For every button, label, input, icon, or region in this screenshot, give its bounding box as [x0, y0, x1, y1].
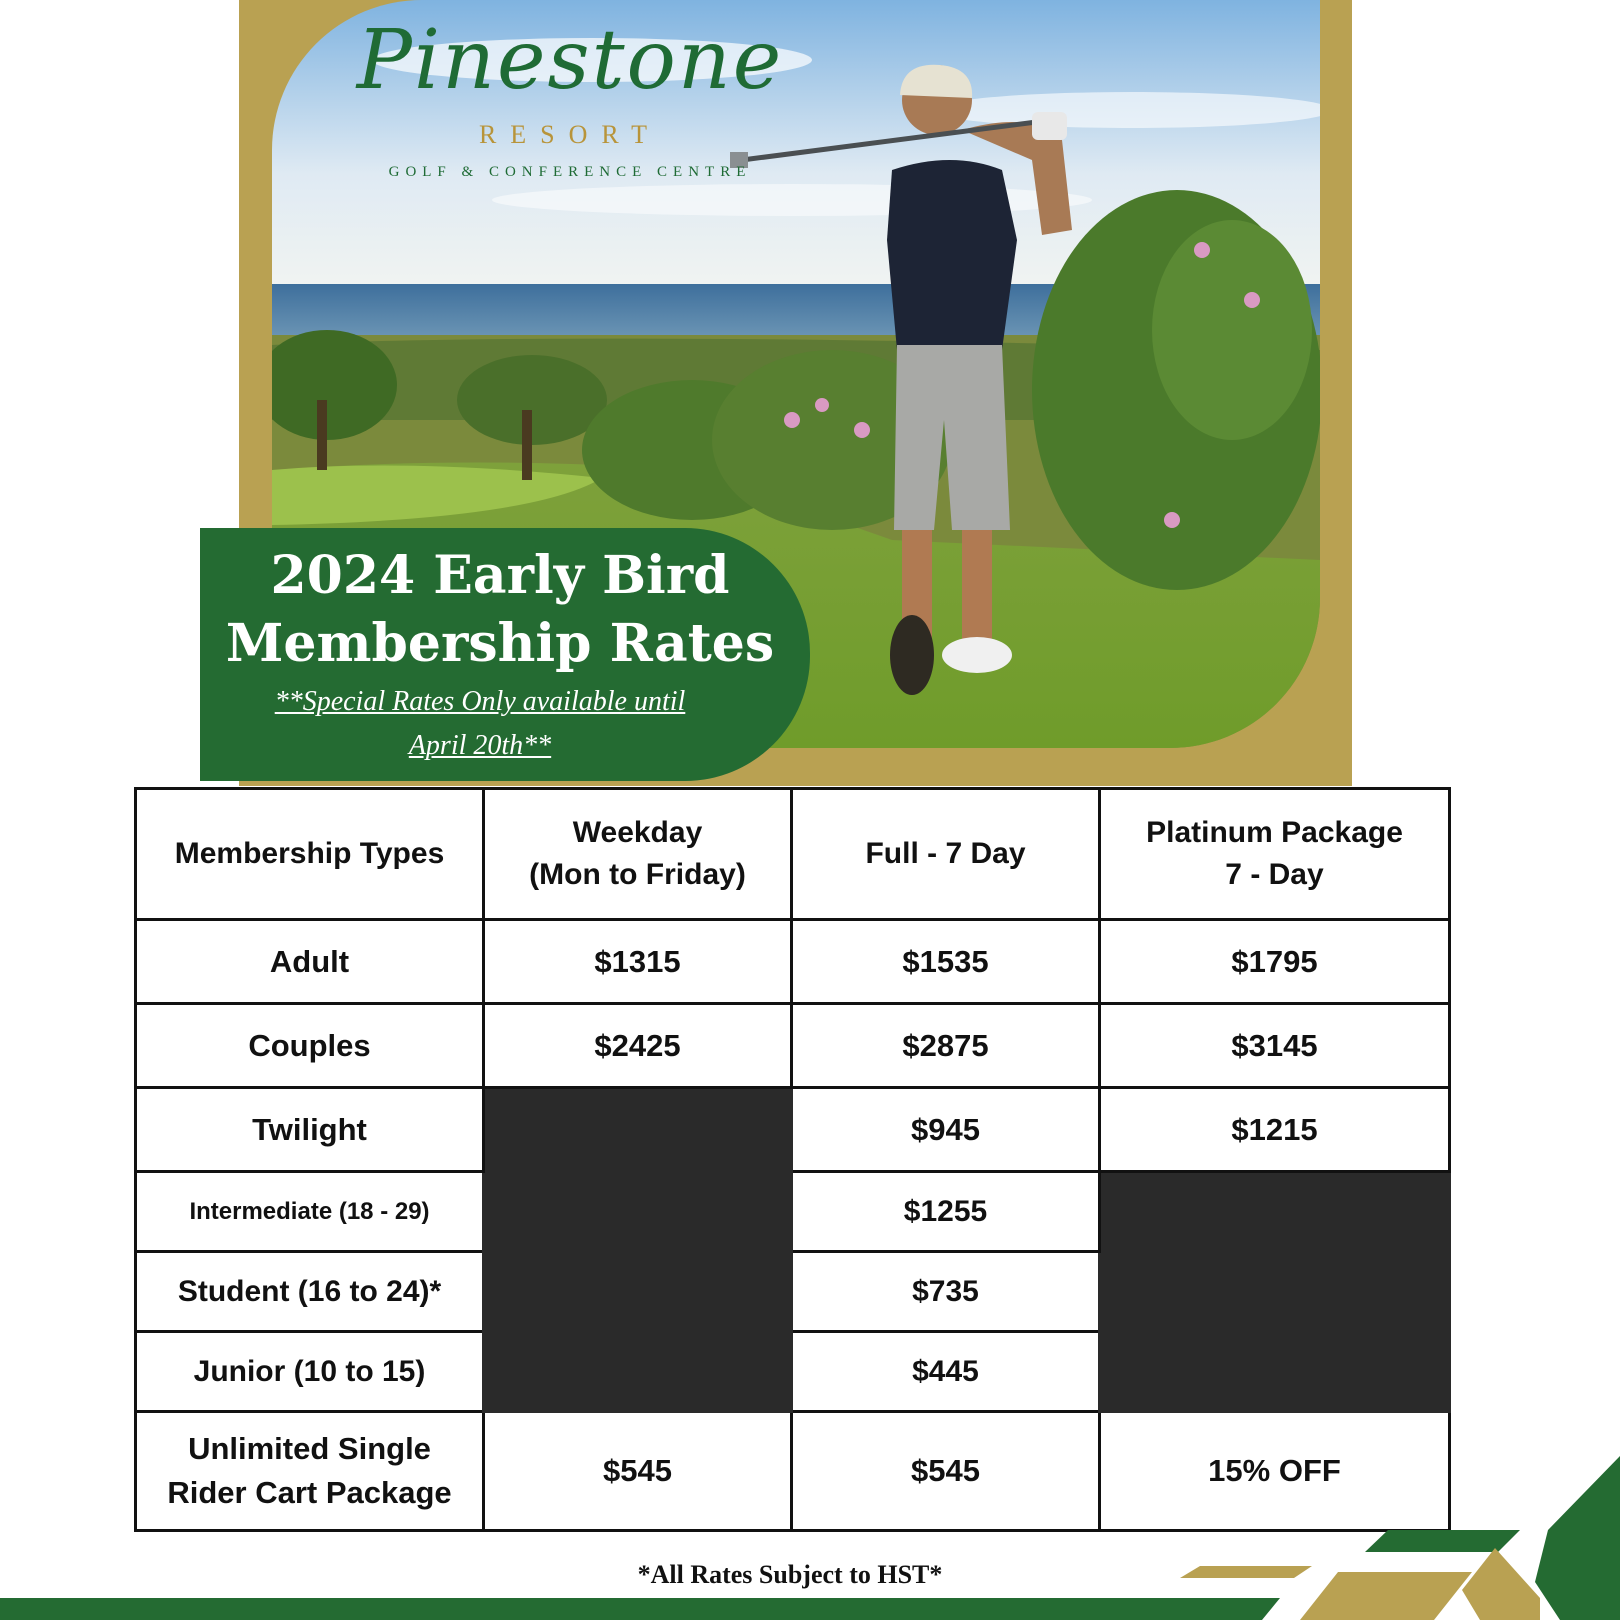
full-price: $445 — [792, 1332, 1100, 1412]
platinum-price: $1215 — [1100, 1088, 1450, 1172]
header-membership-types: Membership Types — [136, 789, 484, 920]
banner-title-line-2: Membership Rates — [225, 613, 775, 674]
full-price: $1255 — [792, 1172, 1100, 1252]
row-label: Intermediate (18 - 29) — [136, 1172, 484, 1252]
full-price: $2875 — [792, 1004, 1100, 1088]
header-full-7-day: Full - 7 Day — [792, 789, 1100, 920]
weekday-price: $2425 — [484, 1004, 792, 1088]
logo-tagline: GOLF & CONFERENCE CENTRE — [388, 164, 752, 180]
row-label: Junior (10 to 15) — [136, 1332, 484, 1412]
row-label: Couples — [136, 1004, 484, 1088]
platinum-price: 15% OFF — [1100, 1412, 1450, 1531]
footnote-hst: *All Rates Subject to HST* — [637, 1560, 943, 1589]
full-price: $945 — [792, 1088, 1100, 1172]
row-label: Adult — [136, 920, 484, 1004]
banner-note-line-1: **Special Rates Only available until — [274, 686, 686, 717]
row-label-text: Unlimited Single Rider Cart Package — [167, 1431, 452, 1510]
platinum-price: $3145 — [1100, 1004, 1450, 1088]
full-price: $545 — [792, 1412, 1100, 1531]
row-label: Twilight — [136, 1088, 484, 1172]
logo-resort-text: RESORT — [478, 120, 662, 149]
logo-wordmark: Pinestone — [356, 13, 784, 108]
header-weekday-text: Weekday (Mon to Friday) — [529, 816, 746, 891]
full-price: $735 — [792, 1252, 1100, 1332]
weekday-price: $1315 — [484, 920, 792, 1004]
full-price: $1535 — [792, 920, 1100, 1004]
banner-note-line-2: April 20th** — [408, 730, 552, 761]
banner-title-line-1: 2024 Early Bird — [270, 545, 730, 606]
header-platinum-text: Platinum Package 7 - Day — [1146, 816, 1403, 891]
weekday-price: $545 — [484, 1412, 792, 1531]
row-label: Student (16 to 24)* — [136, 1252, 484, 1332]
platinum-price: $1795 — [1100, 920, 1450, 1004]
